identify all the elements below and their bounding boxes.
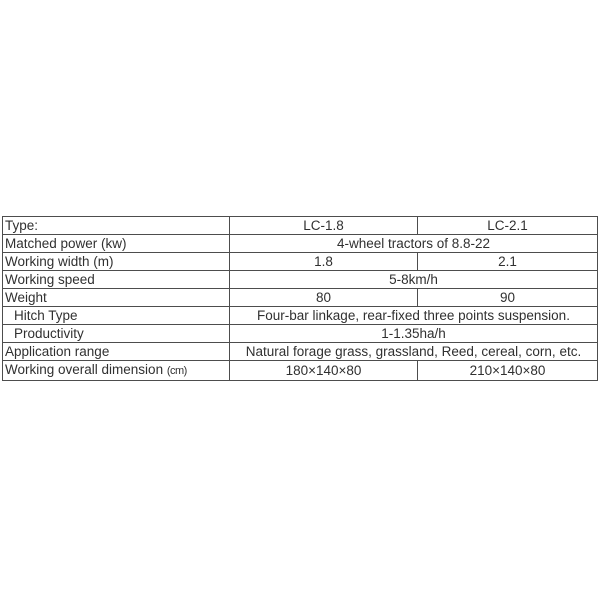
row-label-text: Type: [5, 218, 39, 233]
row-value: LC-1.8 [230, 217, 418, 235]
row-value: 1.8 [230, 253, 418, 271]
table-row [3, 343, 598, 361]
table-row [3, 325, 598, 343]
row-label [3, 361, 230, 381]
row-label-text: Working speed [5, 272, 95, 287]
row-label-unit: (cm) [166, 365, 187, 377]
row-value: 90 [418, 289, 598, 307]
row-label [3, 253, 230, 271]
row-label [3, 325, 230, 343]
row-label-text: Working width (m) [5, 254, 114, 269]
row-value: 2.1 [418, 253, 598, 271]
table-row [3, 361, 598, 381]
row-label-text: Working overall dimension [5, 362, 167, 377]
row-label [3, 235, 230, 253]
row-value: Four-bar linkage, rear-fixed three points suspension. [230, 307, 598, 325]
row-value: 80 [230, 289, 418, 307]
table-row [3, 217, 598, 235]
row-label-text: Weight [5, 290, 47, 305]
table-row [3, 289, 598, 307]
row-label [3, 307, 230, 325]
row-value: 5-8km/h [230, 271, 598, 289]
row-label [3, 271, 230, 289]
row-value: 1-1.35ha/h [230, 325, 598, 343]
row-value: 210×140×80 [418, 361, 598, 381]
row-value: 4-wheel tractors of 8.8-22 [230, 235, 598, 253]
table-row [3, 307, 598, 325]
row-label [3, 217, 230, 235]
row-label-text: Productivity [14, 326, 84, 341]
row-value: 180×140×80 [230, 361, 418, 381]
row-label-text: Hitch Type [14, 308, 78, 323]
row-value: LC-2.1 [418, 217, 598, 235]
table-row [3, 235, 598, 253]
row-label-text: Matched power (kw) [5, 236, 127, 251]
row-label [3, 343, 230, 361]
row-value: Natural forage grass, grassland, Reed, cereal, corn, etc. [230, 343, 598, 361]
spec-table-body [3, 217, 598, 381]
spec-table [2, 216, 598, 381]
row-label [3, 289, 230, 307]
table-row [3, 271, 598, 289]
table-row [3, 253, 598, 271]
row-label-text: Application range [5, 344, 110, 359]
